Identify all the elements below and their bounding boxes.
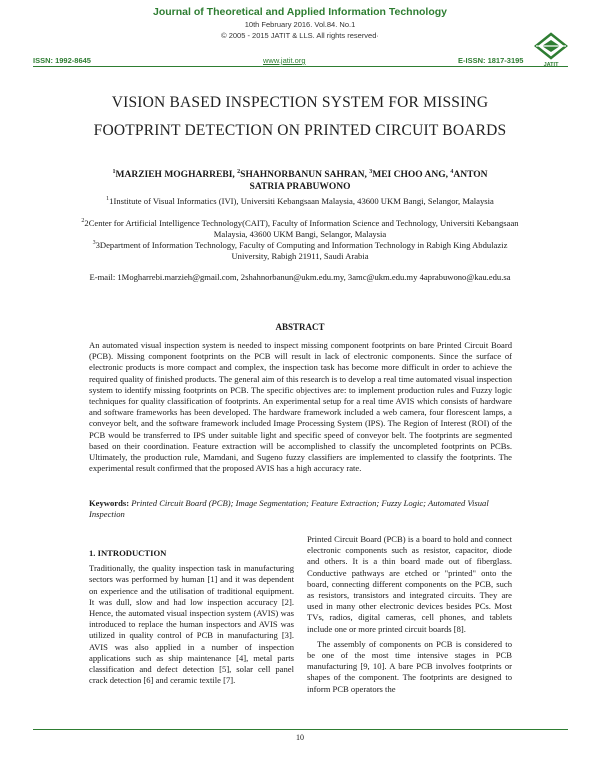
abstract-body: An automated visual inspection system is needed to inspect missing component footprints on bare Printed Circuit Board (PCB). Missing component footprints on the PCB will result in lack of electronic components. Since the surface of electronic products is more compact and complex, the inspection task has become more difficult in order to achieve the required quality of finished products. The general aim of this research is to develop a real time automated visual inspection system to identify missing footprints on PCB. The specific objectives are: to implement production rules and Fuzzy logic techniques for quality classification of footprints. An experimental setup for a real time AVIS which consists of hardware and software frameworks has been developed. The hardware framework included a web camera, four florescent lamps, a conveyor belt, and the software framework included Image Processing System (IPS). The Region of Interest (ROI) of the PCB would be transferred to IPS under suitable light and specific speed of conveyor belt. The footprints are segmented based on their coordination. Feature extraction will be accomplished to classify the uncompleted footprints on PCBs. Ultimately, the production rule, Mamdani, and Sugeno fuzzy classifiers are implemented to classify the footprints. The experimental result confirmed that the proposed AVIS has a high accuracy rate. — [89, 340, 512, 474]
page-number: 10 — [296, 733, 304, 742]
keywords — [89, 498, 512, 520]
keywords-label: Keywords: — [89, 498, 130, 508]
paper-title-line2: FOOTPRINT DETECTION ON PRINTED CIRCUIT BOARDS — [93, 122, 507, 139]
left-column — [89, 548, 294, 686]
pcb-paragraph: Printed Circuit Board (PCB) is a board to hold and connect electronic components such as resistor, capacitor, diode and others. It is a thin board made out of fiberglass. Conductive pathways are etched or "printed" onto the board, connecting different components on the PCB, such as resistors, transistors and integrated circuits. They are used in many other electronic devices besides PCs. Most TVs, radios, digital cameras, cell phones, and tablets include one or more printed circuit boards [8]. — [307, 534, 512, 634]
issue-date: 10th February 2016. Vol.84. No.1 — [244, 20, 356, 29]
keywords-list: Printed Circuit Board (PCB); Image Segmentation; Feature Extraction; Fuzzy Logic; Automated Visual Inspection — [89, 498, 489, 519]
footer-rule — [33, 729, 568, 730]
website-link[interactable]: www.jatit.org — [263, 56, 306, 65]
affiliation-2: $^2$2Center for Artificial Intelligence Technology(CAIT), Faculty of Information Science and Technology, Universiti Kebangsaan Malaysia, 43600 UKM Bangi, Selangor, Malaysia — [81, 217, 519, 239]
right-column — [307, 534, 512, 695]
abstract-heading: ABSTRACT — [275, 322, 325, 332]
issn: ISSN: 1992-8645 — [33, 56, 91, 65]
journal-header — [0, 0, 600, 78]
header-rule — [33, 66, 568, 67]
journal-title: Journal of Theoretical and Applied Information Technology — [152, 6, 447, 18]
logo-label: JATIT — [543, 62, 559, 68]
affiliation-3: $^3$3Department of Information Technology, Faculty of Computing and Information Technology in Rabigh King Abdulaziz University, Rabigh 21911, Saudi Arabia — [92, 239, 508, 261]
paper-title-line1: VISION BASED INSPECTION SYSTEM FOR MISSING — [111, 94, 489, 111]
affiliation-1: $^1$1Institute of Visual Informatics (IVI), Universiti Kebangsaan Malaysia, 43600 UKM Bangi, Selangor, Malaysia — [106, 195, 494, 206]
author-list: $^1$MARZIEH MOGHARREBI, $^2$SHAHNORBANUN SAHRAN, $^3$MEI CHOO ANG, $^4$ANTON SATRIA PRABUWONO — [112, 169, 488, 193]
copyright-line: © 2005 - 2015 JATIT & LLS. All rights reserved· — [221, 31, 379, 40]
email-list: E-mail: 1Mogharrebi.marzieh@gmail.com, 2shahnorbanun@ukm.edu.my, 3amc@ukm.edu.my 4aprabuwono@kau.edu.sa — [89, 272, 511, 282]
assembly-paragraph: The assembly of components on PCB is considered to be one of the most time intensive stages in PCB manufacturing [9, 10]. A bare PCB involves footprints or shapes of the component. The footprints are designed to inform PCB operators the — [307, 638, 512, 694]
intro-paragraph: Traditionally, the quality inspection task in manufacturing sectors was performed by human [1] and it was dependent on experience and the utilisation of traditional equipment. It was dull, slow and had low inspection accuracy [2]. Hence, the automated visual inspection system (AVIS) was introduced to replace the human inspectors and AVIS was utilized in quality control of PCB in manufacturing [3]. AVIS was also applied in a number of inspection applications such as ship maintenance [4], metal parts classification and defect detection [5], solar cell panel crack detection [6] and ceramic textile [7]. — [89, 563, 294, 686]
eissn: E-ISSN: 1817-3195 — [458, 56, 524, 65]
intro-heading: 1. INTRODUCTION — [89, 548, 167, 558]
